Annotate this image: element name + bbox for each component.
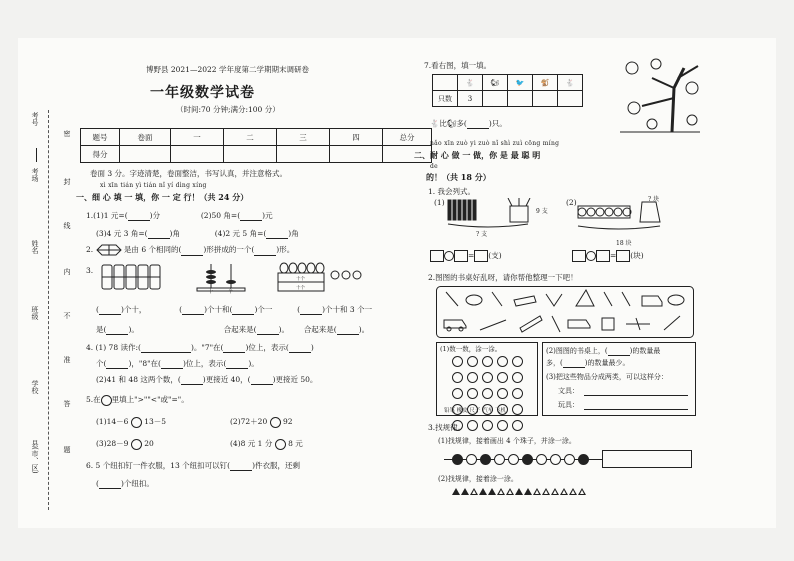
black-bead — [452, 454, 463, 465]
score-cell[interactable] — [120, 146, 171, 163]
color-circle[interactable] — [512, 420, 523, 431]
white-bead — [564, 454, 575, 465]
color-circle[interactable] — [497, 356, 508, 367]
s2-q1-2-unknown: ? 块 — [648, 196, 660, 203]
crate-label: 十个 — [296, 286, 305, 291]
empty-triangle[interactable] — [551, 488, 559, 495]
count-cell[interactable] — [508, 91, 533, 107]
abacus-label-tens: 十 — [208, 289, 214, 295]
s2-q3-2: (2)找规律，接着涂一涂。 — [438, 475, 518, 483]
color-circle[interactable] — [512, 388, 523, 399]
score-header: 卷面 — [120, 129, 171, 146]
exam-main-title: 一年级数学试卷 — [150, 85, 255, 101]
q3-line1: ( )个十， ( )个十和( )个一 ( )个十和 3 个一 — [96, 305, 373, 314]
q7-title: 7.看右图，填一填。 — [424, 61, 492, 70]
squirrel-icon: 🐿 — [483, 75, 508, 91]
compare-circle[interactable] — [270, 417, 281, 428]
answer-blank[interactable] — [181, 376, 203, 385]
binding-label-exam-number: 考号 — [31, 112, 39, 126]
rabbit-icon: 🐇 — [430, 119, 440, 128]
answer-blank[interactable] — [251, 376, 273, 385]
color-circle[interactable] — [452, 388, 463, 399]
s2-q2-3: (3)把这些物品分成两类，可以这样分： — [546, 373, 668, 381]
tree-animals-illustration — [612, 48, 704, 134]
binding-label-county: 县(市、区) — [31, 440, 39, 474]
q5-row2: (2)72＋20 92 — [230, 417, 293, 426]
section2-title-a: 二、耐 心 做 一 做，你 是 最 聪 明 — [414, 150, 541, 160]
answer-line[interactable] — [584, 409, 688, 410]
filled-triangle — [452, 488, 460, 495]
s2-q1-1-total: ? 支 — [476, 231, 488, 238]
answer-blank[interactable] — [106, 326, 128, 335]
s2-q3-title: 3.找规律。 — [428, 423, 466, 432]
q7-compare: 🐇比🐿多( )只。 — [430, 119, 507, 128]
score-cell[interactable] — [171, 146, 224, 163]
empty-triangle[interactable] — [533, 488, 541, 495]
empty-triangle[interactable] — [497, 488, 505, 495]
circle-icon — [101, 395, 112, 406]
abacus-icon — [196, 262, 246, 292]
messy-desk-picture — [436, 286, 694, 338]
answer-box[interactable] — [572, 250, 586, 262]
score-header: 三 — [277, 129, 330, 146]
q2-line: 2. 是由 6 个相同的( )形拼成的一个( )形。 — [86, 245, 295, 254]
binding-label-school: 学校 — [31, 380, 39, 394]
answer-blank[interactable] — [257, 326, 279, 335]
s2-q1-2-equation: = (块) — [572, 250, 644, 262]
color-circle[interactable] — [452, 356, 463, 367]
bird-icon: 🐦 — [508, 75, 533, 91]
color-circle[interactable] — [512, 372, 523, 383]
filled-triangle — [515, 488, 523, 495]
answer-blank[interactable] — [99, 480, 121, 489]
black-bead — [522, 454, 533, 465]
q3-label: 3. — [86, 266, 94, 275]
answer-blank[interactable] — [141, 344, 191, 353]
answer-blank[interactable] — [161, 360, 183, 369]
q1-line1: 1.(1)1 元=( )分 (2)50 角=( )元 — [86, 211, 273, 220]
section2-pinyin2: de — [430, 163, 438, 170]
color-circle[interactable] — [467, 372, 478, 383]
s2-q2-1-label: (1)数一数，涂一涂。 — [440, 345, 502, 353]
empty-triangle[interactable] — [470, 488, 478, 495]
answer-blank[interactable] — [563, 359, 585, 368]
q6-line2: ( )个纽扣。 — [96, 479, 154, 488]
q4-line1: 4. (1) 78 读作:( )。"7"在( )位上，表示( ) — [86, 343, 314, 352]
exam-info: （时间:70 分钟;满分:100 分） — [176, 105, 280, 114]
operator-circle[interactable] — [586, 251, 596, 261]
operator-circle[interactable] — [444, 251, 454, 261]
answer-blank[interactable] — [106, 360, 128, 369]
binding-dashed-line — [48, 110, 50, 510]
answer-blank[interactable] — [148, 230, 170, 239]
q4-line3: (2)41 和 48 这两个数，( )更接近 40，( )更接近 50。 — [96, 375, 318, 384]
answer-blank[interactable] — [240, 212, 262, 221]
rabbit-icon: 🐇 — [558, 75, 583, 91]
answer-blank[interactable] — [608, 347, 630, 356]
binding-label-name: 姓名 — [31, 240, 39, 254]
filled-triangle — [524, 488, 532, 495]
score-header: 总分 — [383, 129, 432, 146]
compare-circle[interactable] — [131, 417, 142, 428]
score-header: 题号 — [81, 129, 120, 146]
s2-q1-1-equation: = (支) — [430, 250, 502, 262]
triangle-pattern — [452, 488, 587, 495]
score-header: 一 — [171, 129, 224, 146]
color-circle[interactable] — [497, 420, 508, 431]
answer-blank[interactable] — [266, 230, 288, 239]
answer-blank[interactable] — [467, 120, 489, 129]
seal-char: 题 — [63, 446, 71, 453]
q5-title: 5.在 里填上">""<"或"="。 — [86, 395, 189, 404]
filled-triangle — [461, 488, 469, 495]
s2-q2-3-stationery: 文具： — [558, 387, 579, 395]
q1-line2: (3)4 元 3 角=( )角 (4)2 元 5 角=( )角 — [96, 229, 299, 238]
empty-triangle[interactable] — [560, 488, 568, 495]
score-row-label: 得分 — [81, 146, 120, 163]
count-cell[interactable] — [483, 91, 508, 107]
white-bead — [508, 454, 519, 465]
q3-line2: 是( )。 合起来是( )。 合起来是( )。 — [96, 325, 370, 334]
count-cell[interactable] — [533, 91, 558, 107]
answer-blank[interactable] — [232, 306, 254, 315]
answer-blank[interactable] — [289, 344, 311, 353]
s2-q2-3-toys: 玩具： — [558, 401, 579, 409]
empty-triangle[interactable] — [578, 488, 586, 495]
section1-title: 一、细 心 填 一 填，你 一 定 行！（共 24 分） — [76, 192, 249, 202]
abacus-label-ones: 个 — [228, 289, 234, 295]
score-cell[interactable] — [224, 146, 277, 163]
seal-char: 准 — [63, 356, 71, 363]
filled-triangle — [488, 488, 496, 495]
score-header: 四 — [330, 129, 383, 146]
answer-blank[interactable] — [223, 344, 245, 353]
empty-triangle[interactable] — [506, 488, 514, 495]
section1-pinyin: xì xīn tián yì tián nǐ yí dìng xíng — [100, 182, 207, 189]
answer-blank[interactable] — [226, 360, 248, 369]
answer-box[interactable] — [596, 250, 610, 262]
white-bead — [466, 454, 477, 465]
three-circles-icon — [330, 268, 362, 282]
color-circle[interactable] — [467, 420, 478, 431]
answer-blank[interactable] — [99, 306, 121, 315]
compare-circle[interactable] — [275, 439, 286, 450]
section2-title-b: 的！（共 18 分） — [426, 172, 491, 182]
squirrel-icon: 🐿 — [446, 119, 457, 128]
answer-box[interactable] — [454, 250, 468, 262]
crate-label: 十个 — [296, 277, 305, 282]
compare-circle[interactable] — [131, 439, 142, 450]
q5-row1: (1)14－6 13－5 — [96, 417, 167, 426]
white-bead — [536, 454, 547, 465]
color-circle[interactable] — [482, 356, 493, 367]
hexagon-figure-icon — [96, 244, 122, 256]
stick-bundles-icon — [100, 262, 162, 292]
color-circle[interactable] — [452, 372, 463, 383]
black-bead — [480, 454, 491, 465]
binding-rule — [36, 148, 37, 162]
count-row-label: 只数 — [433, 91, 458, 107]
answer-blank[interactable] — [181, 247, 203, 256]
white-bead — [550, 454, 561, 465]
q4-line2: 个( )，"8"在( )位上，表示( )。 — [96, 359, 259, 368]
score-cell[interactable] — [330, 146, 383, 163]
color-circle[interactable] — [512, 404, 523, 415]
answer-box[interactable] — [616, 250, 630, 262]
draw-beads-box[interactable] — [602, 450, 692, 468]
seal-char: 线 — [63, 222, 71, 229]
white-bead — [494, 454, 505, 465]
binding-label-class: 班级 — [31, 306, 39, 320]
seal-char: 封 — [63, 178, 71, 185]
animal-count-table — [432, 74, 583, 107]
empty-triangle[interactable] — [542, 488, 550, 495]
s2-q1-1-label: (1) — [434, 198, 445, 207]
answer-box[interactable] — [430, 250, 444, 262]
black-bead — [578, 454, 589, 465]
s2-q1-title: 1. 我会列式。 — [428, 187, 476, 196]
seal-char: 内 — [63, 268, 71, 275]
instructions: 卷面 3 分。字迹清楚，卷面整洁，书写认真，并注意格式。 — [90, 169, 288, 178]
answer-blank[interactable] — [182, 306, 204, 315]
s2-q1-2-label: (2) — [566, 198, 577, 207]
s2-q1-2-total: 18 块 — [616, 240, 632, 247]
color-circle[interactable] — [497, 372, 508, 383]
q5-row4: (4)8 元 1 分 8 元 — [230, 439, 303, 448]
color-circle[interactable] — [512, 356, 523, 367]
color-circle[interactable] — [482, 372, 493, 383]
score-table — [80, 128, 432, 163]
empty-triangle[interactable] — [569, 488, 577, 495]
s2-q2-2-line1: (2)图图的书桌上，( )的数量最 — [546, 347, 661, 355]
color-circle[interactable] — [467, 388, 478, 399]
q5-row3: (3)28－9 20 — [96, 439, 154, 448]
rabbit-icon: 🐇 — [458, 75, 483, 91]
exam-top-title: 博野县 2021—2022 学年度第二学期期末调研卷 — [146, 65, 309, 74]
answer-blank[interactable] — [128, 212, 150, 221]
color-circle[interactable] — [482, 420, 493, 431]
q6-line1: 6. 5 个纽扣钉一件衣服，13 个纽扣可以钉( )件衣服，还剩 — [86, 461, 300, 470]
answer-blank[interactable] — [337, 326, 359, 335]
monkey-icon: 🐒 — [533, 75, 558, 91]
count-cell[interactable] — [558, 91, 583, 107]
section2-pinyin: nǎo xīn zuò yi zuò nǐ shì zuì cōng míng — [430, 140, 560, 147]
color-circle[interactable] — [467, 356, 478, 367]
pencils-illustration — [446, 198, 536, 228]
binding-label-exam-room: 考场 — [31, 168, 39, 182]
score-header: 二 — [224, 129, 277, 146]
s2-q3-1: (1)找规律，接着画出 4 个珠子，并涂一涂。 — [438, 437, 576, 445]
answer-blank[interactable] — [230, 462, 252, 471]
chart-column-labels: 铅笔 橡皮 尺子 汽车 飞机 — [444, 408, 506, 414]
answer-box[interactable] — [474, 250, 488, 262]
color-circle[interactable] — [497, 388, 508, 399]
color-circle[interactable] — [482, 388, 493, 399]
answer-blank[interactable] — [254, 247, 276, 256]
s2-q2-2-line2: 多，( )的数量最少。 — [546, 359, 630, 367]
answer-blank[interactable] — [300, 306, 322, 315]
filled-triangle — [479, 488, 487, 495]
s2-q2-title: 2.图图的书桌好乱呀，请你帮他整理一下吧！ — [428, 273, 578, 282]
seal-char: 答 — [63, 400, 71, 407]
s2-q1-1-given: 9 支 — [536, 208, 548, 215]
score-cell[interactable] — [277, 146, 330, 163]
answer-line[interactable] — [584, 395, 688, 396]
count-cell: 3 — [458, 91, 483, 107]
seal-char: 密 — [63, 130, 71, 137]
seal-char: 不 — [63, 312, 71, 319]
